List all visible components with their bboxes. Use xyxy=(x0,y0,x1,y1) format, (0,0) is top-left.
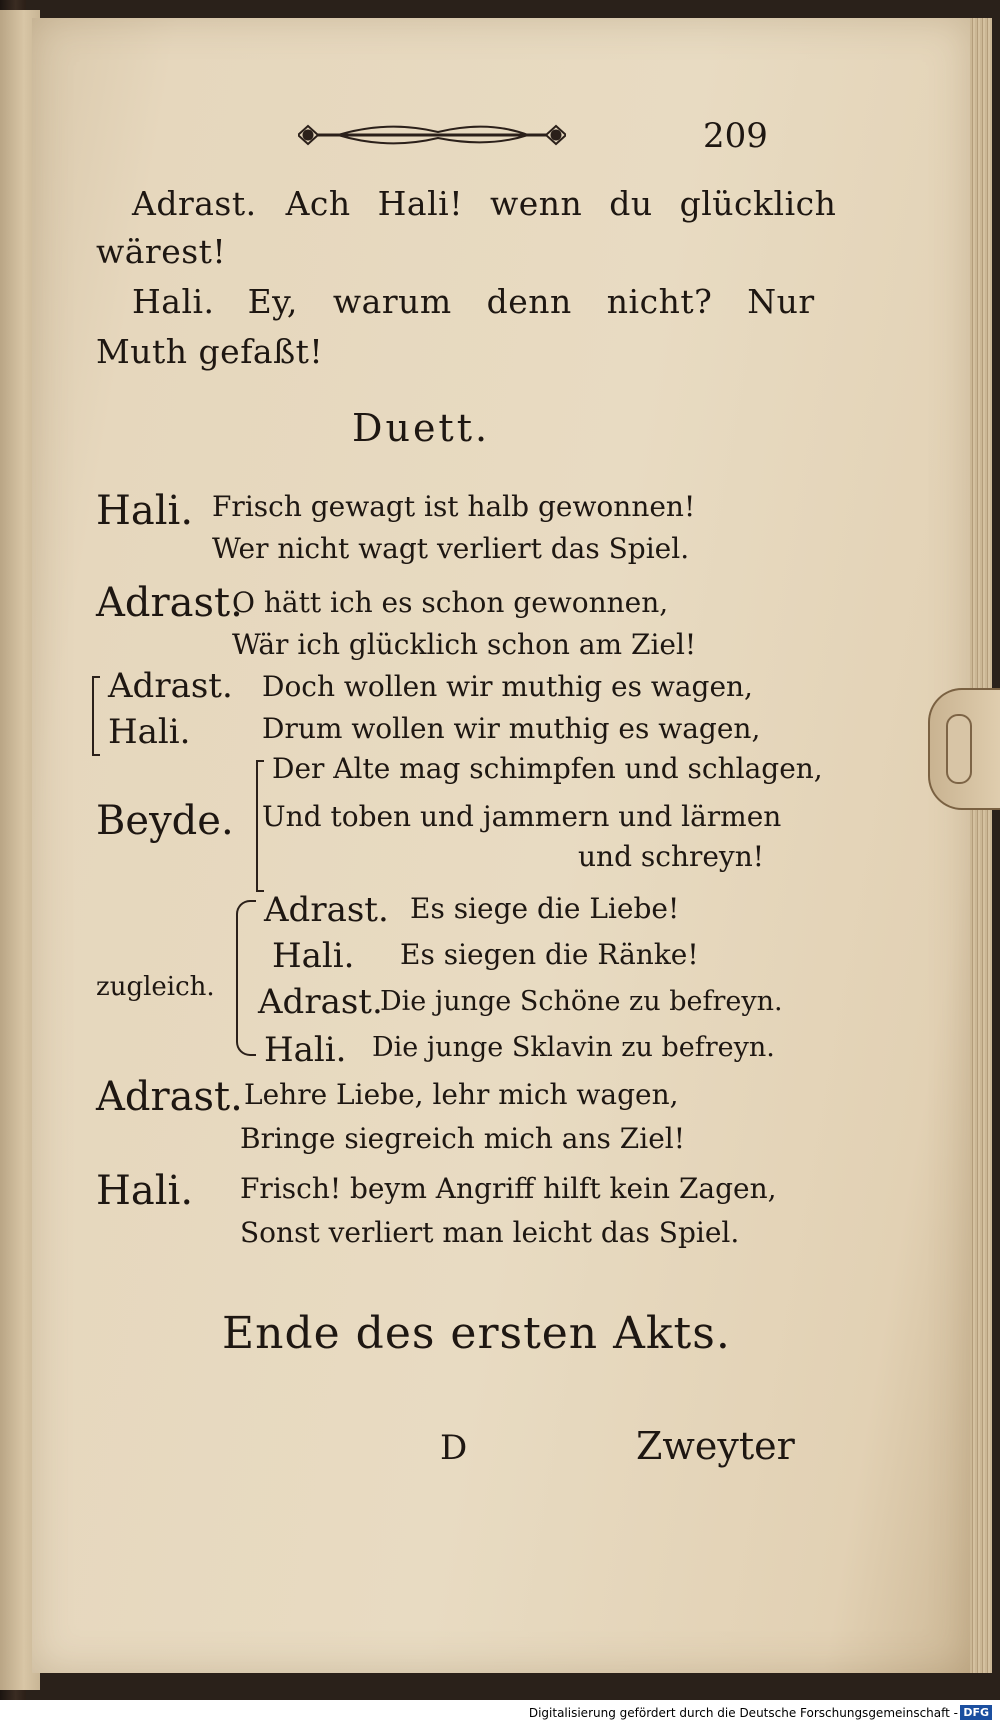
verse-line: Es siege die Liebe! xyxy=(410,892,680,925)
speaker-name: Adrast. xyxy=(264,890,389,930)
end-of-act-title: Ende des ersten Akts. xyxy=(222,1308,731,1359)
header-ornament xyxy=(298,118,566,152)
signature-mark: D xyxy=(440,1428,468,1468)
speaker-name: Adrast. xyxy=(108,666,233,706)
verse-line: Frisch! beym Angriff hilft kein Zagen, xyxy=(240,1172,777,1205)
verse-line: Der Alte mag schimpfen und schlagen, xyxy=(272,752,823,785)
speaker-name: Hali. xyxy=(264,1030,347,1070)
speaker-name: Adrast. xyxy=(132,184,257,223)
verse-line: Sonst verliert man leicht das Spiel. xyxy=(240,1216,740,1249)
verse-line: Und toben und jammern und lärmen xyxy=(262,800,782,833)
speaker-name: Hali. xyxy=(108,712,191,752)
verse-line: Die junge Sklavin zu befreyn. xyxy=(372,1032,775,1063)
dialogue-line: wärest! xyxy=(96,232,227,271)
speaker-name: Hali. xyxy=(272,936,355,976)
catchword: Zweyter xyxy=(636,1424,795,1468)
verse-line: Es siegen die Ränke! xyxy=(400,938,699,971)
speaker-name: Hali. xyxy=(132,282,215,321)
speaker-name: Hali. xyxy=(96,488,194,534)
verse-line: Doch wollen wir muthig es wagen, xyxy=(262,670,753,703)
dialogue-line: Muth gefaßt! xyxy=(96,332,324,371)
page-stack-edge xyxy=(970,18,992,1673)
dialogue-text: Ey, warum denn nicht? Nur xyxy=(247,282,815,321)
dialogue-text: Ach Hali! wenn du glücklich xyxy=(285,184,837,223)
verse-line: Drum wollen wir muthig es wagen, xyxy=(262,712,761,745)
speaker-name: Beyde. xyxy=(96,798,234,844)
verse-line: Frisch gewagt ist halb gewonnen! xyxy=(212,490,696,523)
speaker-brace xyxy=(92,676,100,756)
page-tab-marker xyxy=(928,688,1000,810)
page-number: 209 xyxy=(703,116,768,156)
zugleich-label: zugleich. xyxy=(96,972,215,1002)
verse-line: Wer nicht wagt verliert das Spiel. xyxy=(212,532,690,565)
verse-line: Wär ich glücklich schon am Ziel! xyxy=(232,628,697,661)
digitization-credit: Digitalisierung gefördert durch die Deutsche Forschungsgemeinschaft - xyxy=(528,1706,958,1720)
speaker-name: Adrast. xyxy=(96,580,243,626)
verse-line: Die junge Schöne zu befreyn. xyxy=(380,986,783,1017)
dfg-logo: DFG xyxy=(960,1705,992,1720)
dialogue-line xyxy=(132,282,815,321)
speaker-name: Hali. xyxy=(96,1168,194,1214)
zugleich-brace xyxy=(236,900,256,1056)
verse-line: Lehre Liebe, lehr mich wagen, xyxy=(244,1078,679,1111)
verse-line: und schreyn! xyxy=(578,840,765,873)
speaker-name: Adrast. xyxy=(96,1074,243,1120)
duet-title: Duett. xyxy=(352,406,491,450)
verse-line: O hätt ich es schon gewonnen, xyxy=(232,586,669,619)
verse-line: Bringe siegreich mich ans Ziel! xyxy=(240,1122,685,1155)
dialogue-line xyxy=(132,184,836,223)
speaker-name: Adrast. xyxy=(258,982,383,1022)
